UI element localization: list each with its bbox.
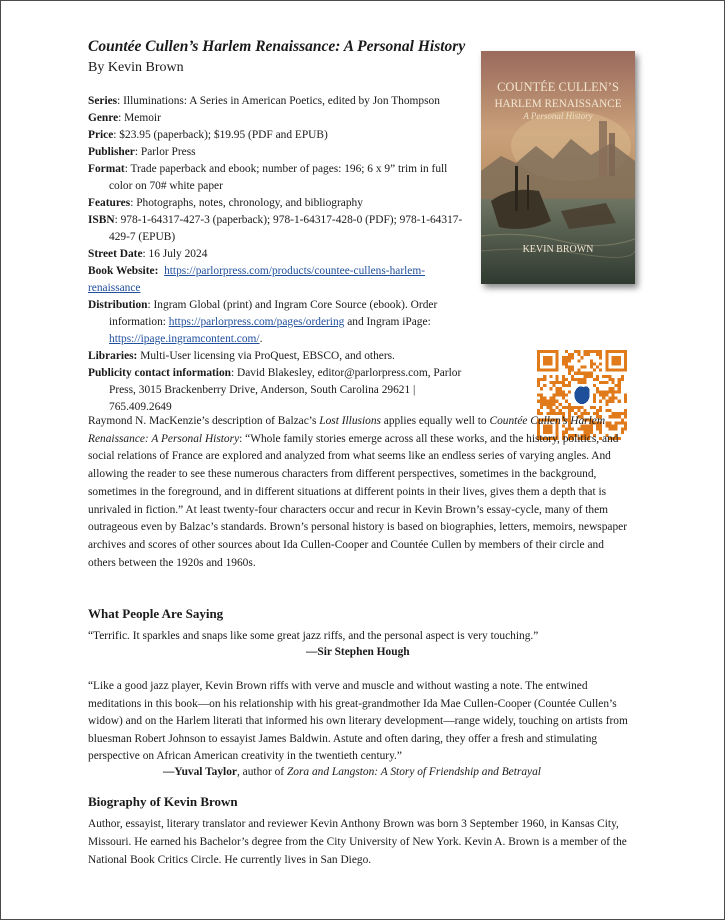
cover-title-line2: HARLEM RENAISSANCE	[494, 98, 622, 110]
spec-street-date: Street Date: 16 July 2024	[88, 248, 208, 260]
spec-distribution: Distribution: Ingram Global (print) and Ingram Core Source (ebook). Order information: https://parlorpress.com/pages/ordering and Ingram iPage: https://ipage.ingramcontent.com/.	[88, 299, 438, 345]
spec-features: Features: Photographs, notes, chronology, and bibliography	[88, 197, 363, 209]
biography-text: Author, essayist, literary translator and reviewer Kevin Anthony Brown was born 3 September 1960, in Kansas City, Missouri. He earned his Bachelor’s degree from the City University of New York. Kevin A. Brown is a member of the National Book Critics Circle. He currently lives in San Diego.	[88, 818, 627, 866]
ordering-link[interactable]: https://parlorpress.com/pages/ordering	[168, 316, 345, 328]
book-specs	[88, 93, 473, 416]
praise-attribution-1: —Sir Stephen Hough	[306, 646, 410, 658]
ipage-link[interactable]: https://ipage.ingramcontent.com/	[109, 333, 260, 345]
spec-libraries: Libraries: Multi-User licensing via ProQuest, EBSCO, and others.	[88, 350, 395, 362]
biography-heading: Biography of Kevin Brown	[88, 794, 238, 809]
cover-subtitle: A Personal History	[523, 111, 593, 121]
spec-isbn: ISBN: 978-1-64317-427-3 (paperback); 978-1-64317-428-0 (PDF); 978-1-64317-429-7 (EPUB)	[88, 214, 463, 243]
spec-publicity: Publicity contact information: David Blakesley, editor@parlorpress.com, Parlor Press, 3015 Brackenberry Drive, Anderson, South Carolina 29621 | 765.409.2649	[88, 367, 462, 413]
spec-price: Price: $23.95 (paperback); $19.95 (PDF and EPUB)	[88, 129, 328, 141]
cover-author: KEVIN BROWN	[522, 244, 594, 255]
spec-publisher: Publisher: Parlor Press	[88, 146, 196, 158]
book-cover-image	[481, 51, 635, 284]
spec-format: Format: Trade paperback and ebook; number of pages: 196; 6 x 9” trim in full color on 70# white paper	[88, 163, 448, 192]
spec-genre: Genre: Memoir	[88, 112, 161, 124]
praise-heading: What People Are Saying	[88, 606, 224, 621]
praise-quote-2: “Like a good jazz player, Kevin Brown riffs with verve and muscle and without wasting a note. The entwined meditations in this book—on his relationship with his great-grandmother Ida Mae Cullen-Cooper (Countée Cullen’s widow) and on the Harlem literati that informed his own literary development—range widely, touching on artists from bluesman Robert Johnson to essayist James Baldwin. Astute and often daring, they offer a fresh and stimulating perspective on African American creativity in the twentieth century.”	[88, 680, 628, 762]
byline: By Kevin Brown	[88, 60, 184, 75]
praise-quote-1: “Terrific. It sparkles and snaps like some great jazz riffs, and the personal aspect is very touching.”	[88, 630, 539, 642]
book-website-link[interactable]: https://parlorpress.com/products/countee-cullens-harlem-renaissance	[88, 265, 426, 294]
spec-series: Series: Illuminations: A Series in American Poetics, edited by Jon Thompson	[88, 95, 440, 107]
cover-title-line1: COUNTÉE CULLEN’S	[497, 80, 619, 94]
description-paragraph: Raymond N. MacKenzie’s description of Balzac’s Lost Illusions applies equally well to Countée Cullen’s Harlem Renaissance: A Personal History: “Whole family stories emerge across all these works, and the history, politics, and social relations of France are explored and analyzed from what seems like an endless series of varying angles. And allowing the reader to see these numerous characters from different perspectives, sometimes in the background, sometimes in the foreground, and in different situations at different points in their lives, gives them a depth that is unrivaled in fiction.” At least twenty-four characters occur and recur in Kevin Brown’s essay-cycle, many of them outrageous even by Balzac’s standards. Brown’s personal history is based on biographies, letters, memoirs, newspaper archives and scores of other sources about Ida Cullen-Cooper and Countée Cullen by members of their circle and others between the 1920s and 1960s.	[88, 415, 628, 569]
spec-website: Book Website: https://parlorpress.com/products/countee-cullens-harlem-renaissance	[88, 265, 426, 294]
book-title: Countée Cullen’s Harlem Renaissance: A Personal History	[88, 38, 466, 55]
praise-attribution-2: —Yuval Taylor, author of Zora and Langston: A Story of Friendship and Betrayal	[163, 766, 541, 778]
